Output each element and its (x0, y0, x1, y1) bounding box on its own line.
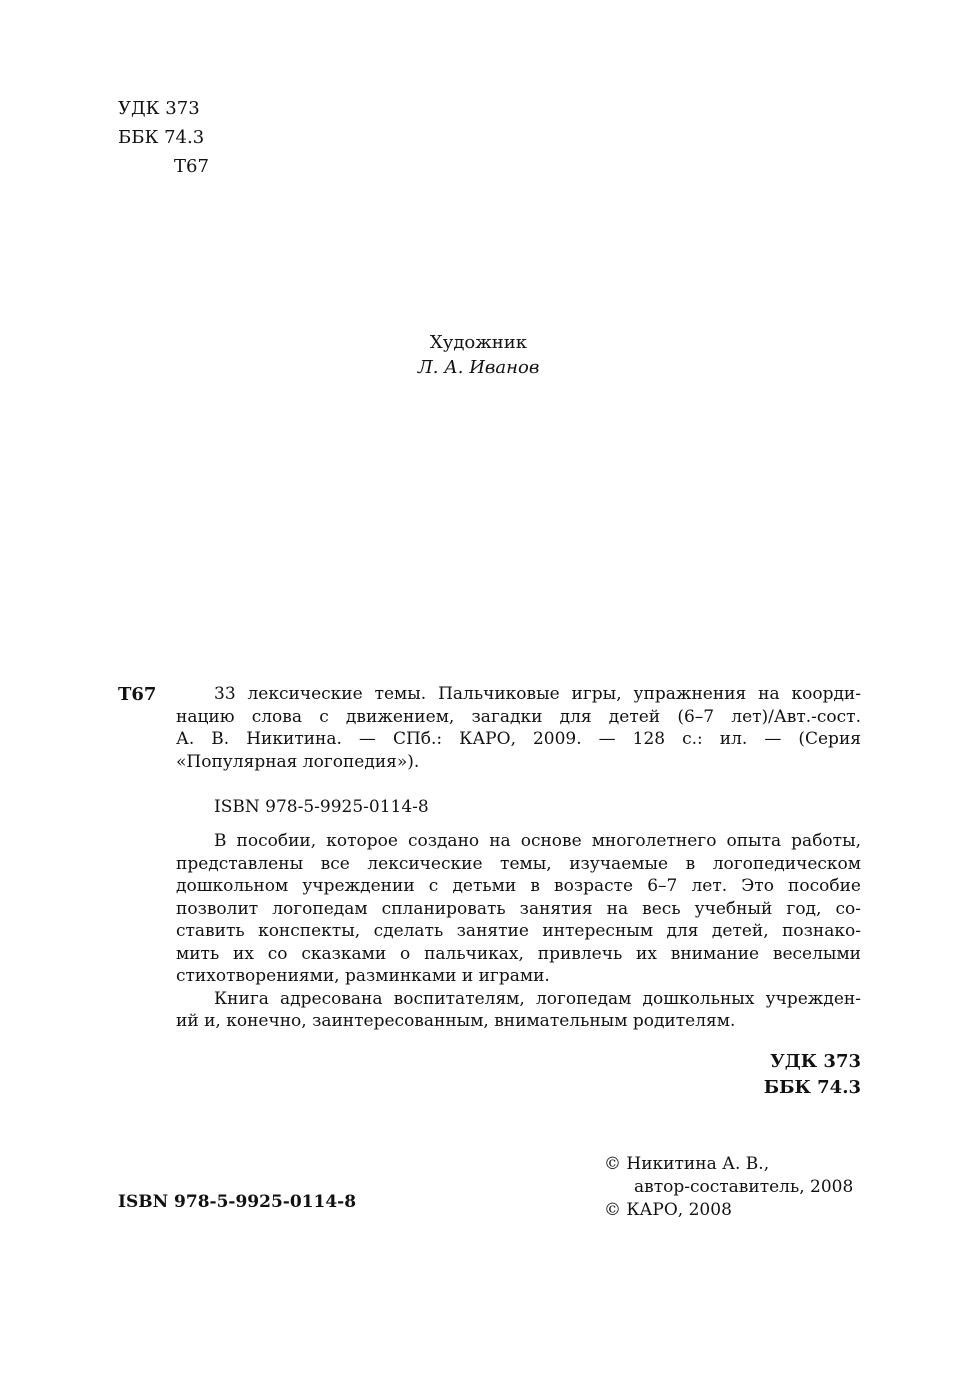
catalog-author-mark: Т67 (118, 684, 157, 705)
annotation-line: стихотворениями, разминками и играми. (176, 966, 550, 986)
description-line: А. В. Никитина. — СПб.: КАРО, 2009. — 128 с.: ил. — (Серия (176, 729, 861, 749)
bibliographic-description (176, 683, 861, 773)
bbk-code-top: ББК 74.3 (118, 127, 205, 148)
footer-isbn: ISBN 978-5-9925-0114-8 (118, 1192, 357, 1212)
annotation (176, 830, 861, 1033)
audience-line: ий и, конечно, заинтересованным, внимательным родителям. (176, 1011, 736, 1031)
description-line: «Популярная логопедия»). (176, 751, 420, 772)
annotation-line: В пособии, которое создано на основе многолетнего опыта работы, (214, 831, 861, 851)
copyright-line: © КАРО, 2008 (604, 1200, 732, 1220)
artist-label: Художник (429, 332, 528, 353)
copyright-line: автор-составитель, 2008 (634, 1177, 854, 1197)
udk-code-bottom: УДК 373 (770, 1051, 861, 1072)
catalog-isbn: ISBN 978-5-9925-0114-8 (214, 797, 429, 817)
annotation-line: представлены все лексические темы, изучаемые в логопедическом (176, 853, 861, 874)
artist-name: Л. А. Иванов (417, 357, 540, 378)
copyright-block (604, 1153, 853, 1222)
annotation-line: дошкольном учреждении с детьми в возрасте 6–7 лет. Это пособие (176, 876, 861, 896)
copyright-line: © Никитина А. В., (604, 1154, 770, 1174)
annotation-line: ставить конспекты, сделать занятие интересным для детей, познако- (176, 921, 861, 941)
description-line: нацию слова с движением, загадки для детей (6–7 лет)/Авт.-сост. (176, 706, 861, 727)
description-line: 33 лексические темы. Пальчиковые игры, упражнения на коорди- (214, 684, 861, 704)
artist-credit (0, 330, 957, 380)
udk-code-top: УДК 373 (118, 98, 200, 119)
annotation-line: позволит логопедам спланировать занятия на весь учебный год, со- (176, 898, 861, 919)
author-mark-top: Т67 (174, 156, 209, 177)
bbk-code-bottom: ББК 74.3 (763, 1077, 861, 1098)
audience-line: Книга адресована воспитателям, логопедам дошкольных учрежден- (214, 988, 861, 1009)
annotation-line: мить их со сказками о пальчиках, привлечь их внимание веселыми (176, 943, 861, 964)
